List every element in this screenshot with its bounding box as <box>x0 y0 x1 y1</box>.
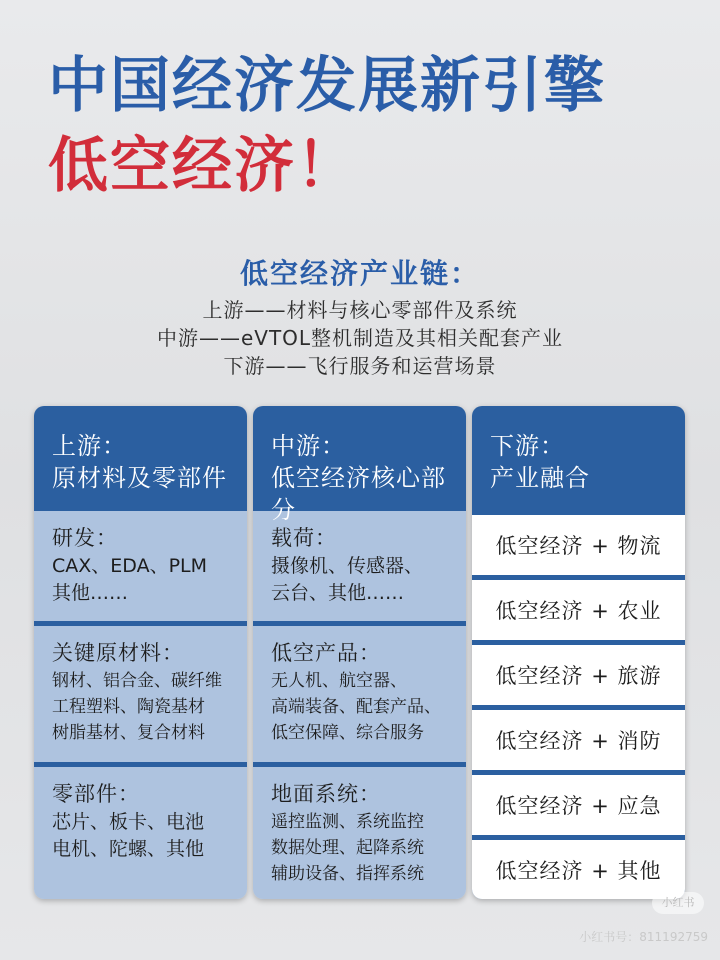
section-title: 零部件： <box>52 782 140 806</box>
section-title: 地面系统： <box>271 782 381 806</box>
section-line: 电机、陀螺、其他 <box>52 838 205 860</box>
section-line: 无人机、航空器、 <box>271 671 407 691</box>
section-title: 载荷： <box>271 526 337 550</box>
upstream-column <box>34 406 247 899</box>
upstream-subtitle: 原材料及零部件 <box>52 464 227 492</box>
chain-title: 低空经济产业链： <box>239 257 480 290</box>
section-line: 低空保障、综合服务 <box>271 723 424 743</box>
section-title: 研发： <box>52 526 118 550</box>
section-line: 遥控监测、系统监控 <box>271 812 424 832</box>
upstream-section-materials <box>34 621 247 762</box>
section-line: 芯片、板卡、电池 <box>52 811 205 833</box>
upstream-section-parts <box>34 762 247 899</box>
section-line: 高端装备、配套产品、 <box>271 697 441 717</box>
chain-line-upstream: 上游——材料与核心零部件及系统 <box>202 298 518 322</box>
chain-line-midstream: 中游——eVTOL整机制造及其相关配套产业 <box>156 326 564 350</box>
integration-item-tourism: 低空经济 + 旅游 <box>472 645 685 705</box>
title-line-1: 中国经济发展新引擎 <box>48 51 606 121</box>
section-line: CAX、EDA、PLM <box>52 555 208 577</box>
section-title: 低空产品： <box>271 641 381 665</box>
section-line: 云台、其他…… <box>271 582 405 604</box>
watermark-badge: 小红书 <box>652 892 704 914</box>
watermark-id: 小红书号：811192759 <box>579 930 708 944</box>
integration-item-agriculture: 低空经济 + 农业 <box>472 580 685 640</box>
integration-item-other: 低空经济 + 其他 <box>472 840 685 899</box>
chain-summary <box>0 296 720 380</box>
downstream-subtitle: 产业融合 <box>490 464 590 492</box>
midstream-section-payload <box>253 511 466 621</box>
integration-item-firefighting: 低空经济 + 消防 <box>472 710 685 770</box>
midstream-column <box>253 406 466 899</box>
midstream-section-products <box>253 621 466 762</box>
midstream-label: 中游： <box>271 432 346 460</box>
downstream-column <box>472 406 685 899</box>
upstream-section-rnd <box>34 511 247 621</box>
downstream-label: 下游： <box>490 432 565 460</box>
section-title: 关键原材料： <box>52 641 184 665</box>
integration-item-logistics: 低空经济 + 物流 <box>472 515 685 575</box>
downstream-header <box>472 406 685 511</box>
section-line: 其他…… <box>52 582 129 604</box>
section-line: 辅助设备、指挥系统 <box>271 864 424 884</box>
section-line: 数据处理、起降系统 <box>271 838 424 858</box>
integration-item-emergency: 低空经济 + 应急 <box>472 775 685 835</box>
upstream-label: 上游： <box>52 432 127 460</box>
section-line: 工程塑料、陶瓷基材 <box>52 697 205 717</box>
midstream-section-ground <box>253 762 466 899</box>
chain-line-downstream: 下游——飞行服务和运营场景 <box>223 354 497 378</box>
section-line: 钢材、铝合金、碳纤维 <box>52 671 222 691</box>
title-line-2: 低空经济！ <box>48 131 358 201</box>
section-line: 树脂基材、复合材料 <box>52 723 205 743</box>
midstream-header <box>253 406 466 524</box>
upstream-header <box>34 406 247 511</box>
section-line: 摄像机、传感器、 <box>271 555 424 577</box>
midstream-subtitle: 低空经济核心部分 <box>271 464 446 524</box>
